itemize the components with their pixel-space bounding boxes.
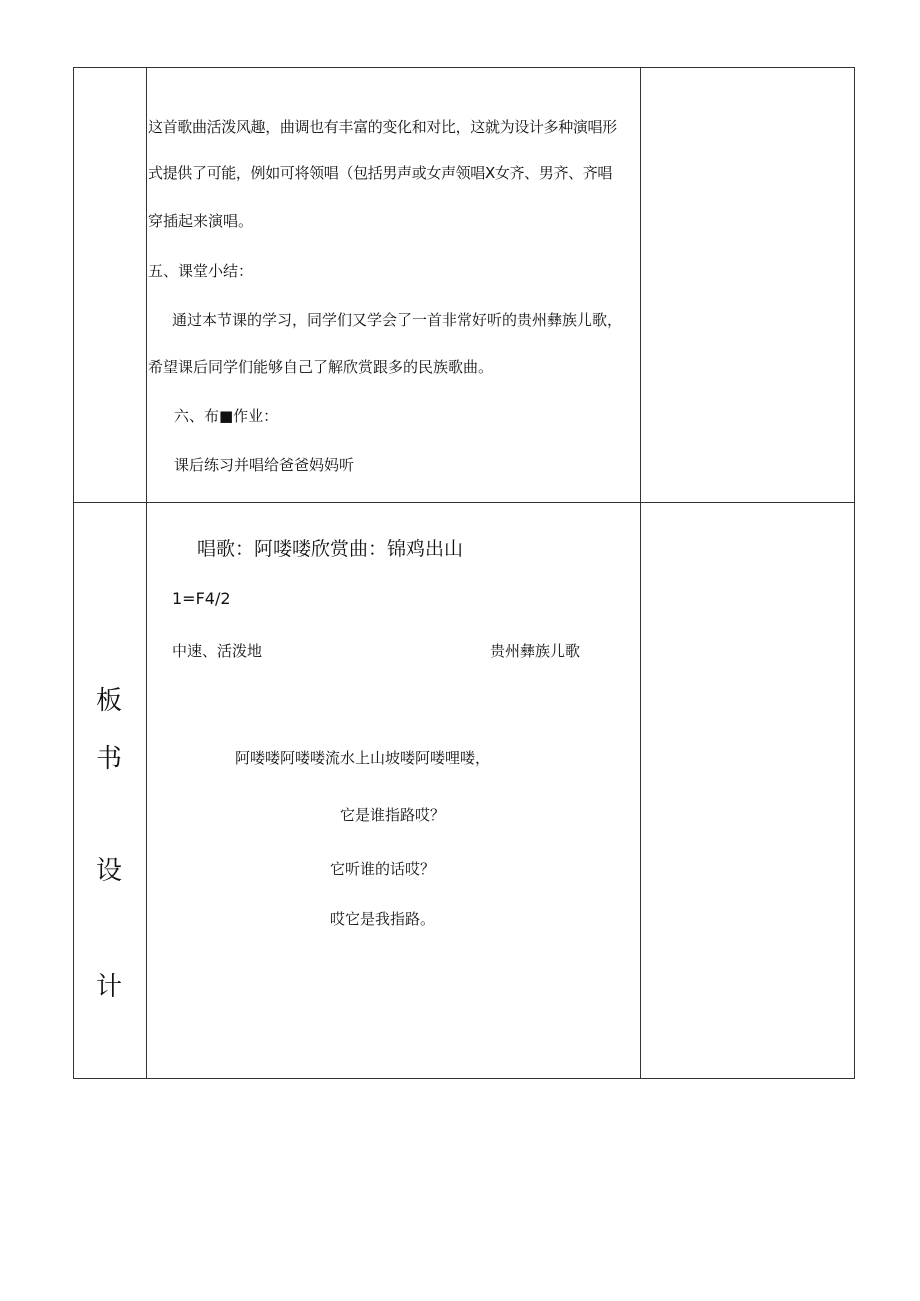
tempo-marking: 中速、活泼地 (172, 642, 263, 660)
lyric-line-1: 阿喽喽阿喽喽流水上山坡喽阿喽哩喽， (235, 749, 491, 767)
side-label-char-1: 板 (95, 686, 122, 716)
side-label-char-2: 书 (95, 744, 122, 774)
lyric-line-2: 它是谁指路哎？ (340, 806, 446, 824)
side-label-char-4: 计 (95, 972, 122, 1002)
homework-text: 课后练习并唱给爸爸妈妈听 (174, 456, 355, 474)
side-label-char-3: 设 (95, 856, 122, 886)
lyric-line-4: 哎它是我指路。 (330, 910, 436, 928)
table-border-bottom (73, 1078, 855, 1079)
table-border-top (73, 67, 855, 68)
key-signature: 1=F4/2 (172, 589, 231, 608)
paragraph-line-1: 这首歌曲活泼风趣，曲调也有丰富的变化和对比，这就为设计多种演唱形 (148, 118, 617, 136)
paragraph-line-2: 式提供了可能，例如可将领唱（包括男声或女声领唱X女齐、男齐、齐唱 (148, 164, 613, 182)
board-title: 唱歌：阿喽喽欣赏曲：锦鸡出山 (197, 538, 464, 560)
table-border-right (854, 67, 855, 1079)
homework-heading: 六、布■作业： (174, 407, 279, 425)
summary-heading: 五、课堂小结： (148, 262, 254, 280)
table-row-divider (73, 502, 855, 503)
table-divider-2 (640, 67, 641, 1079)
summary-line-1: 通过本节课的学习，同学们又学会了一首非常好听的贵州彝族儿歌， (172, 311, 623, 329)
table-border-left (73, 67, 74, 1079)
paragraph-line-3: 穿插起来演唱。 (148, 212, 254, 230)
song-origin: 贵州彝族儿歌 (490, 642, 581, 660)
lyric-line-3: 它听谁的话哎？ (330, 860, 436, 878)
table-divider-1 (146, 67, 147, 1079)
summary-line-2: 希望课后同学们能够自己了解欣赏跟多的民族歌曲。 (148, 358, 494, 376)
